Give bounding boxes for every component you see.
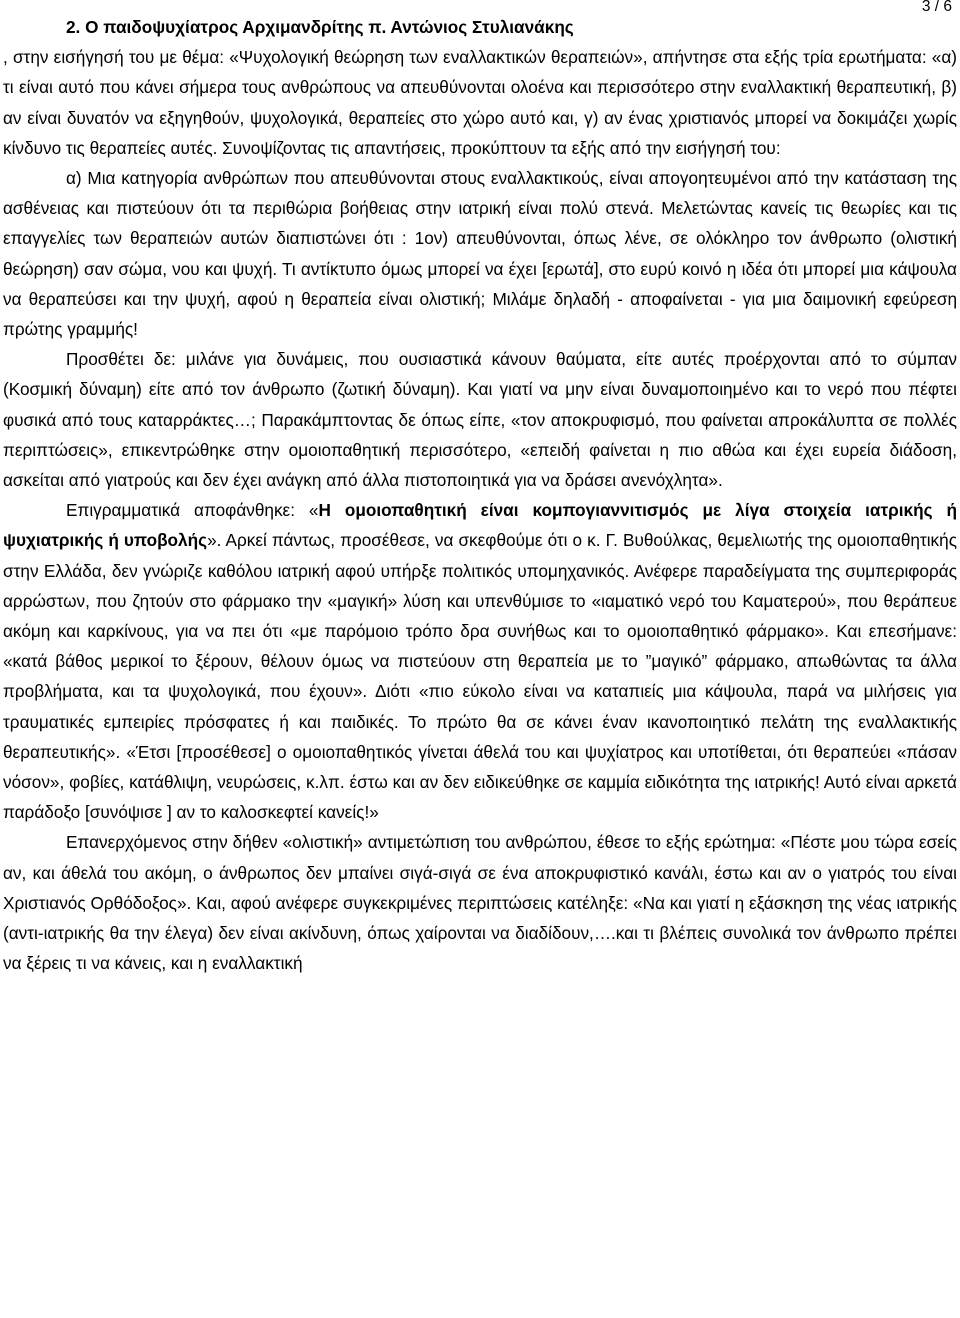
page-number: 3 / 6 bbox=[921, 0, 952, 15]
paragraph-d: Επανερχόμενος στην δήθεν «ολιστική» αντιμετώπιση του ανθρώπου, έθεσε το εξής ερώτημα: «Πέστε μου τώρα εσείς αν, και άθελά του ακόμη, ο άνθρωπος δεν μπαίνει σιγά-σιγά σε ένα αποκρυφιστικό κανάλι, έστω και αν ο γιατρός του είναι Χριστιανός Ορθόδοξος». Και, αφού ανέφερε συγκεκριμένες περιπτώσεις κατέληξε: «Να και γιατί η εξάσκηση της νέας ιατρικής (αντι-ιατρικής θα την έλεγα) δεν είναι ακίνδυνη, όπως χαίρονται να διαδίδουν,….και τι βλέπεις συνολικά τον άνθρωπο πρέπει να ξέρεις τι να κάνεις, και η εναλλακτική bbox=[3, 832, 957, 974]
paragraph-a: α) Μια κατηγορία ανθρώπων που απευθύνονται στους εναλλακτικούς, είναι απογοητευμένοι από την κατάσταση της ασθένειας και πιστεύουν ότι τα περιθώρια βοήθειας στην ιατρική είναι πολύ στενά. Μελετώντας κανείς τις θεωρίες και τις επαγγελίες των θεραπειών αυτών διαπιστώνει ότι : 1ον) απευθύνονται, όπως λένε, σε ολόκληρο τον άνθρωπο (ολιστική θεώρηση) σαν σώμα, νου και ψυχή. Τι αντίκτυπο όμως μπορεί να έχει [ερωτά], στο ευρύ κοινό η ιδέα ότι μπορεί μια κάψουλα να θεραπεύσει και την ψυχή, αφού η θεραπεία είναι ολιστική; Μιλάμε δηλαδή - αποφαίνεται - για μια δαιμονική εφεύρεση πρώτης γραμμής! bbox=[3, 168, 957, 340]
speaker-name: Ο παιδοψυχίατρος Αρχιμανδρίτης π. Αντώνιος Στυλιανάκης bbox=[85, 17, 574, 37]
paragraph-c-rest: ». Αρκεί πάντως, προσέθεσε, να σκεφθούμε ότι ο κ. Γ. Βυθούλκας, θεμελιωτής της ομοιοπαθητικής στην Ελλάδα, δεν γνώριζε καθόλου ιατρική αφού υπήρξε πολιτικός υπομηχανικός. Ανέφερε παραδείγματα της συμπεριφοράς αρρώστων, που ζητούν στο φάρμακο την «μαγική» λύση και υπενθύμισε το «ιαματικό νερό του Καματερού», που θεράπευε ακόμη και καρκίνους, για να πει ότι «με παρόμοιο τρόπο δρα συνήθως και το ομοιοπαθητικό φάρμακο». Και επεσήμανε: «κατά βάθος μερικοί το ξέρουν, θέλουν όμως να πιστεύουν στη θεραπεία με το ”μαγικό” φάρμακο, απωθώντας τα άλλα προβλήματα, και τα ψυχολογικά, που έχουν». Διότι «πιο εύκολο είναι να καταπιείς μια κάψουλα, παρά να μιλήσεις για τραυματικές εμπειρίες πρόσφατες ή και παιδικές. Το πρώτο θα σε κάνει έναν ικανοποιητικό πελάτη της εναλλακτικής θεραπευτικής». «Έτσι [προσέθεσε] ο ομοιοπαθητικός γίνεται άθελά του και ψυχίατρος και υποτίθεται, ότι θεραπεύει «πάσαν νόσον», φοβίες, κατάθλιψη, νευρώσεις, κ.λπ. έστω και αν δεν ειδικεύθηκε σε καμμία ειδικότητα της ιατρικής! Αυτό είναι αρκετά παράδοξο [συνόψισε ] αν το καλοσκεφτεί κανείς!» bbox=[3, 530, 957, 823]
section-number: 2. bbox=[66, 17, 81, 37]
paragraph-c bbox=[3, 495, 957, 827]
section-heading bbox=[66, 12, 957, 42]
paragraph-c-bold-quote: Η ομοιοπαθητική είναι κομπογιαννιτισμός με λίγα στοιχεία ιατρικής ή ψυχιατρικής ή υποβολής bbox=[3, 500, 957, 551]
paragraph-c-start: Επιγραμματικά αποφάνθηκε: « bbox=[66, 500, 319, 521]
document-body bbox=[3, 12, 957, 979]
intro-text: , στην εισήγησή του με θέμα: «Ψυχολογική θεώρηση των εναλλακτικών θεραπειών», απήντησε στα εξής τρία ερωτήματα: «α) τι είναι αυτό που κάνει σήμερα τους ανθρώπους να απευθύνονται ολοένα και περισσότερο στην εναλλακτική θεραπευτική, β) αν είναι δυνατόν να εξηγηθούν, ψυχολογικά, θεραπείες στο χώρο αυτό και, γ) αν ένας χριστιανός μπορεί να δοκιμάζει χωρίς κίνδυνο τις θεραπείες αυτές. Συνοψίζοντας τις απαντήσεις, προκύπτουν τα εξής από την εισήγησή του: bbox=[3, 47, 957, 158]
section-intro bbox=[3, 12, 957, 163]
paragraph-b: Προσθέτει δε: μιλάνε για δυνάμεις, που ουσιαστικά κάνουν θαύματα, είτε αυτές προέρχονται από το σύμπαν (Κοσμική δύναμη) είτε από τον άνθρωπο (ζωτική δύναμη). Και γιατί να μην είναι δυναμοποιημένο και το νερό που πέφτει φυσικά από τους καταρράκτες…; Παρακάμπτοντας δε όπως είπε, «τον αποκρυφισμό, που φαίνεται απροκάλυπτα σε πολλές περιπτώσεις», επικεντρώθηκε στην ομοιοπαθητική περισσότερο, «επειδή φαίνεται η πιο αθώα και έχει ευρεία διάδοση, ασκείται από γιατρούς και δεν έχει ανάγκη από άλλα πιστοποιητικά για να δράσει ανενόχλητα». bbox=[3, 349, 957, 491]
